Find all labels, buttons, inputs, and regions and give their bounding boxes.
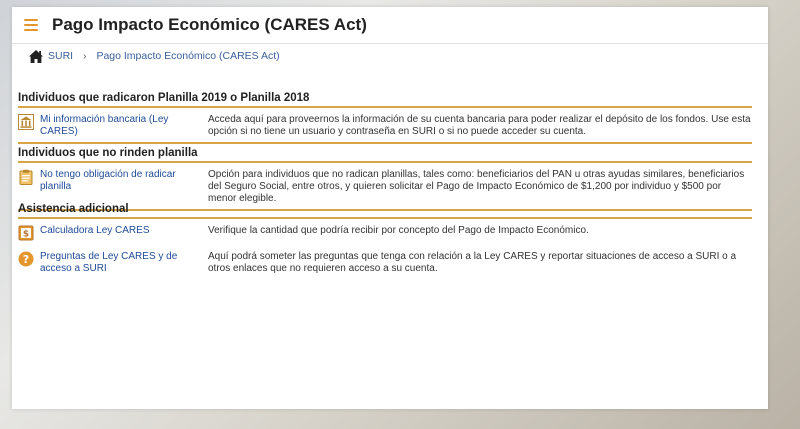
questions-link[interactable] [18, 251, 208, 275]
page-title: Pago Impacto Económico (CARES Act) [52, 15, 367, 34]
section-additional-assistance [18, 203, 752, 275]
clipboard-icon [18, 169, 34, 185]
link-label[interactable]: Mi información bancaria (Ley CARES) [40, 114, 169, 137]
link-label[interactable]: No tengo obligación de radicar planilla [40, 169, 176, 192]
item-description: Aquí podrá someter las preguntas que tenga con relación a la Ley CARES y reportar situaciones de acceso a SURI o a otros enlaces que no requieren acceso a su cuenta. [208, 251, 737, 274]
list-item [18, 108, 752, 138]
list-item [18, 245, 752, 275]
section-title: Individuos que radicaron Planilla 2019 o Planilla 2018 [18, 92, 752, 108]
section-filed-returns [18, 92, 752, 144]
breadcrumb-home[interactable]: SURI [48, 50, 74, 62]
section-divider [18, 142, 752, 144]
item-description: Acceda aquí para proveernos la información de su cuenta bancaria para poder realizar el depósito de los fondos. Use esta opción si no tiene un usuario y contraseña en SURI o si no puede acceder su cuenta. [208, 114, 751, 137]
list-item [18, 163, 752, 205]
link-label[interactable]: Preguntas de Ley CARES y de acceso a SURI [40, 251, 178, 274]
no-filing-obligation-link[interactable] [18, 169, 208, 205]
hamburger-menu-icon[interactable] [24, 19, 38, 31]
svg-text:?: ? [22, 253, 30, 267]
section-title: Asistencia adicional [18, 203, 752, 219]
link-label[interactable]: Calculadora Ley CARES [40, 225, 150, 236]
breadcrumb-current[interactable]: Pago Impacto Económico (CARES Act) [96, 50, 280, 62]
list-item [18, 219, 752, 245]
breadcrumb [28, 47, 280, 65]
item-description: Verifique la cantidad que podría recibir por concepto del Pago de Impacto Económico. [208, 225, 589, 236]
section-title: Individuos que no rinden planilla [18, 147, 752, 163]
calculator-link[interactable] [18, 225, 208, 245]
breadcrumb-separator-icon: › [83, 50, 87, 62]
bank-info-link[interactable] [18, 114, 208, 138]
svg-text:$: $ [22, 229, 30, 240]
main-card [12, 7, 768, 409]
question-icon [18, 251, 34, 267]
bank-icon [18, 114, 34, 130]
item-description: Opción para individuos que no radican planillas, tales como: beneficiarios del PAN u otras ayudas similares, beneficiarios del Seguro Social, entre otros, y quieren solicitar el Pago de Impacto Económico de $1,200 por individuo y $500 por menor elegible. [208, 169, 745, 204]
section-non-filers [18, 147, 752, 211]
home-icon[interactable] [28, 49, 44, 64]
page-header [12, 7, 768, 44]
calculator-icon [18, 225, 34, 241]
